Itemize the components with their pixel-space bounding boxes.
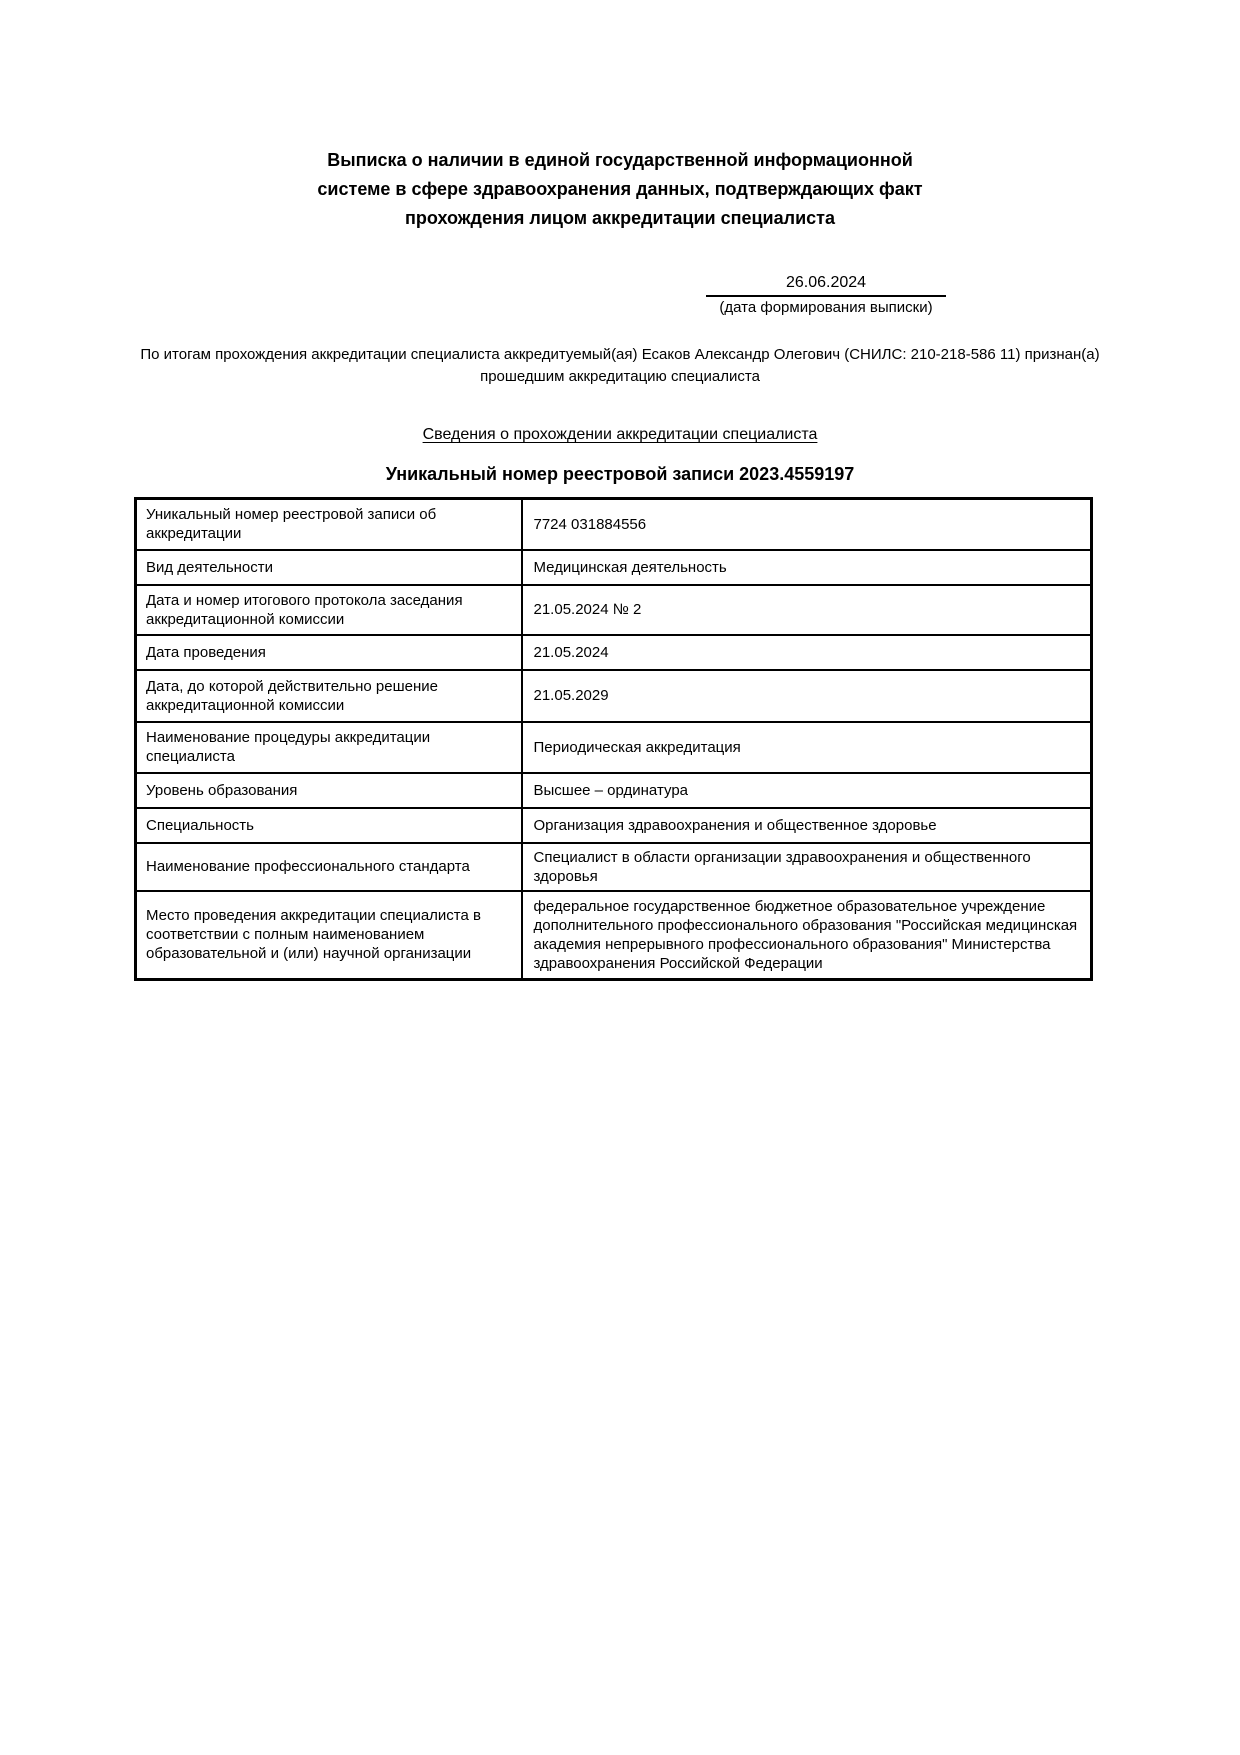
accreditation-details-table — [134, 497, 1093, 981]
row-label: Уникальный номер реестровой записи об аккредитации — [136, 499, 522, 550]
row-label: Дата проведения — [136, 635, 522, 670]
accreditation-result-paragraph: По итогам прохождения аккредитации специалиста аккредитуемый(ая) Есаков Александр Олегович (СНИЛС: 210-218-586 11) признан(а) прошедшим аккредитацию специалиста — [140, 346, 1100, 385]
row-value: федеральное государственное бюджетное образовательное учреждение дополнительного профессионального образования "Российская медицинская академия непрерывного профессионального образования" Министерства здравоохранения Российской Федерации — [522, 891, 1092, 980]
row-label: Наименование процедуры аккредитации специалиста — [136, 722, 522, 773]
row-value: 7724 031884556 — [522, 499, 1092, 550]
table-row-protocol — [136, 585, 1092, 635]
document-title-line-2: системе в сфере здравоохранения данных, подтверждающих факт — [317, 179, 923, 199]
table-row-education-level — [136, 773, 1092, 808]
table-row-valid-until — [136, 670, 1092, 722]
extract-date-caption: (дата формирования выписки) — [719, 299, 933, 316]
row-value: 21.05.2024 — [522, 635, 1092, 670]
row-value: Организация здравоохранения и общественное здоровье — [522, 808, 1092, 843]
table-row-activity-type — [136, 550, 1092, 585]
document-title — [0, 146, 1240, 233]
extract-date: 26.06.2024 — [706, 272, 946, 297]
table-row-procedure-name — [136, 722, 1092, 773]
row-label: Вид деятельности — [136, 550, 522, 585]
row-value: Медицинская деятельность — [522, 550, 1092, 585]
row-value: 21.05.2029 — [522, 670, 1092, 722]
row-value: Периодическая аккредитация — [522, 722, 1092, 773]
row-label: Уровень образования — [136, 773, 522, 808]
table-row-registry-number — [136, 499, 1092, 550]
table-row-specialty — [136, 808, 1092, 843]
table-row-professional-standard — [136, 843, 1092, 891]
document-title-line-1: Выписка о наличии в единой государственной информационной — [327, 150, 913, 170]
row-value: Специалист в области организации здравоохранения и общественного здоровья — [522, 843, 1092, 891]
extract-date-block — [706, 272, 946, 318]
document-title-line-3: прохождения лицом аккредитации специалиста — [405, 208, 835, 228]
row-value: Высшее – ординатура — [522, 773, 1092, 808]
row-value: 21.05.2024 № 2 — [522, 585, 1092, 635]
row-label: Специальность — [136, 808, 522, 843]
row-label: Дата, до которой действительно решение аккредитационной комиссии — [136, 670, 522, 722]
section-heading: Сведения о прохождении аккредитации специалиста — [422, 426, 818, 443]
table-row-date-held — [136, 635, 1092, 670]
registry-number-heading: Уникальный номер реестровой записи 2023.4559197 — [385, 464, 855, 484]
table-row-accreditation-place — [136, 891, 1092, 980]
row-label: Дата и номер итогового протокола заседания аккредитационной комиссии — [136, 585, 522, 635]
row-label: Наименование профессионального стандарта — [136, 843, 522, 891]
row-label: Место проведения аккредитации специалиста в соответствии с полным наименованием образовательной и (или) научной организации — [136, 891, 522, 980]
